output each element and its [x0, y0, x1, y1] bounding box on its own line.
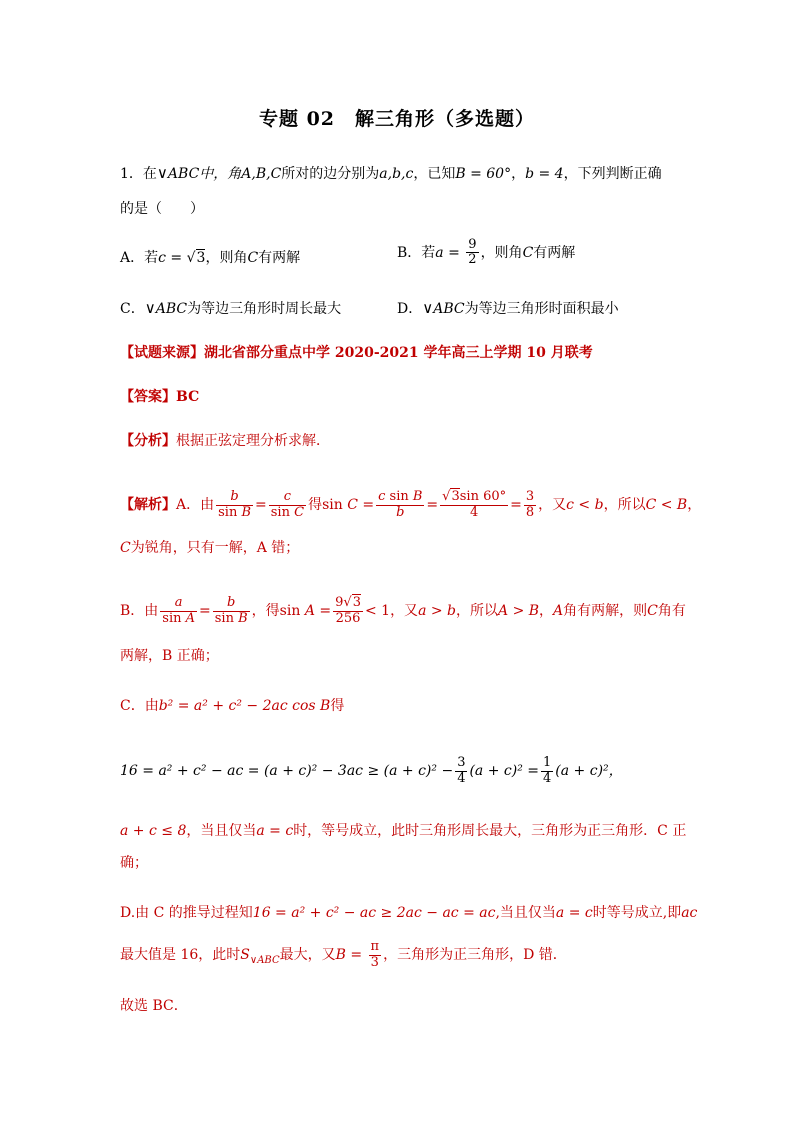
- solution-d-line2: 最大值是 16，此时$S_{\vee ABC}$最大，又B = $\frac{\pi}{3}$ ，三角形为正三角形，D 错．: [120, 939, 567, 970]
- conclusion: 故选 BC．: [120, 998, 188, 1014]
- page-title: 专题 02 解三角形（多选题）: [258, 108, 536, 130]
- solution-b-line2: 两解，B 正确；: [120, 648, 219, 664]
- fraction: $\frac{b}{\text{sin B}}$: [214, 595, 248, 626]
- triangle-icon: ∨: [422, 299, 434, 317]
- sqrt-icon: √: [186, 250, 196, 266]
- fraction: $\frac{b}{\text{sin B}}$: [218, 489, 252, 520]
- triangle-icon: ∨: [144, 299, 156, 317]
- solution-c-equation: 16 = a² + c² − ac = (a + c)² − 3ac ≥ (a + c)² − $\frac{3}{4}$ (a + c)² = $\frac{1}{4}$ (a + c)²，: [120, 755, 623, 786]
- triangle-icon: ∨: [156, 164, 168, 182]
- solution-c: C．由b² = a² + c² − 2ac cos B得: [120, 698, 345, 714]
- option-a[interactable]: A．若c = √3，则角C有两解: [120, 250, 301, 266]
- question-stem-line2: 的是（ ）: [120, 201, 204, 217]
- question-stem: 1．在∨ABC中，角A,B,C所对的边分别为a,b,c，已知B = 60°，b = 4，下列判断正确: [120, 164, 662, 182]
- solution-a: 【解析】A．由 $\frac{b}{\text{sin B}}$ = $\frac{c}{\text{sin C}}$ 得sin C = $\frac{\text{c sin B}}{b}$ = $\frac{√3\sin 60^\circ}{4}$ = $\frac{3}{8}$ ，又c < b，所以C < B，: [120, 489, 702, 520]
- fraction: $\frac{9}{2}$: [468, 237, 477, 268]
- fraction: $\frac{\text{c sin B}}{b}$: [378, 489, 423, 520]
- fraction: $\frac{√3\sin 60^\circ}{4}$: [442, 489, 507, 520]
- solution-d: D.由 C 的推导过程知16 = a² + c² − ac ≥ 2ac − ac = ac,当且仅当a = c时等号成立,即ac: [120, 905, 698, 921]
- option-b[interactable]: B．若a = $\frac{9}{2}$ ，则角C有两解: [397, 237, 576, 268]
- answer: 【答案】BC: [120, 389, 200, 405]
- analysis: 【分析】根据正弦定理分析求解．: [120, 433, 330, 449]
- fraction: $\frac{3}{4}$: [457, 755, 466, 786]
- solution-c-line4: 确；: [120, 855, 148, 871]
- fraction: $\frac{a}{\text{sin A}}$: [162, 595, 196, 626]
- solution-b: B．由 $\frac{a}{\text{sin A}}$ = $\frac{b}{\text{sin B}}$ ，得sin A = $\frac{9√3}{256}$ < 1，又a > b，所以A > B，A角有两解，则C角有: [120, 595, 686, 626]
- solution-c-line3: a + c ≤ 8，当且仅当a = c时，等号成立，此时三角形周长最大，三角形为正三角形．C 正: [120, 823, 687, 839]
- question-number: 1．: [120, 166, 143, 182]
- fraction: $\frac{c}{\text{sin C}}$: [270, 489, 305, 520]
- option-c[interactable]: C．∨ABC为等边三角形时周长最大: [120, 299, 342, 317]
- option-d[interactable]: D．∨ABC为等边三角形时面积最小: [397, 299, 619, 317]
- fraction: $\frac{\pi}{3}$: [370, 939, 380, 970]
- fraction: $\frac{9√3}{256}$: [335, 595, 361, 626]
- question-source: 【试题来源】湖北省部分重点中学 2020-2021 学年高三上学期 10 月联考: [120, 345, 593, 361]
- solution-a-line2: C为锐角，只有一解，A 错；: [120, 540, 300, 556]
- fraction: $\frac{3}{8}$: [525, 489, 535, 520]
- fraction: $\frac{1}{4}$: [543, 755, 552, 786]
- triangle-icon: ∨: [249, 954, 258, 966]
